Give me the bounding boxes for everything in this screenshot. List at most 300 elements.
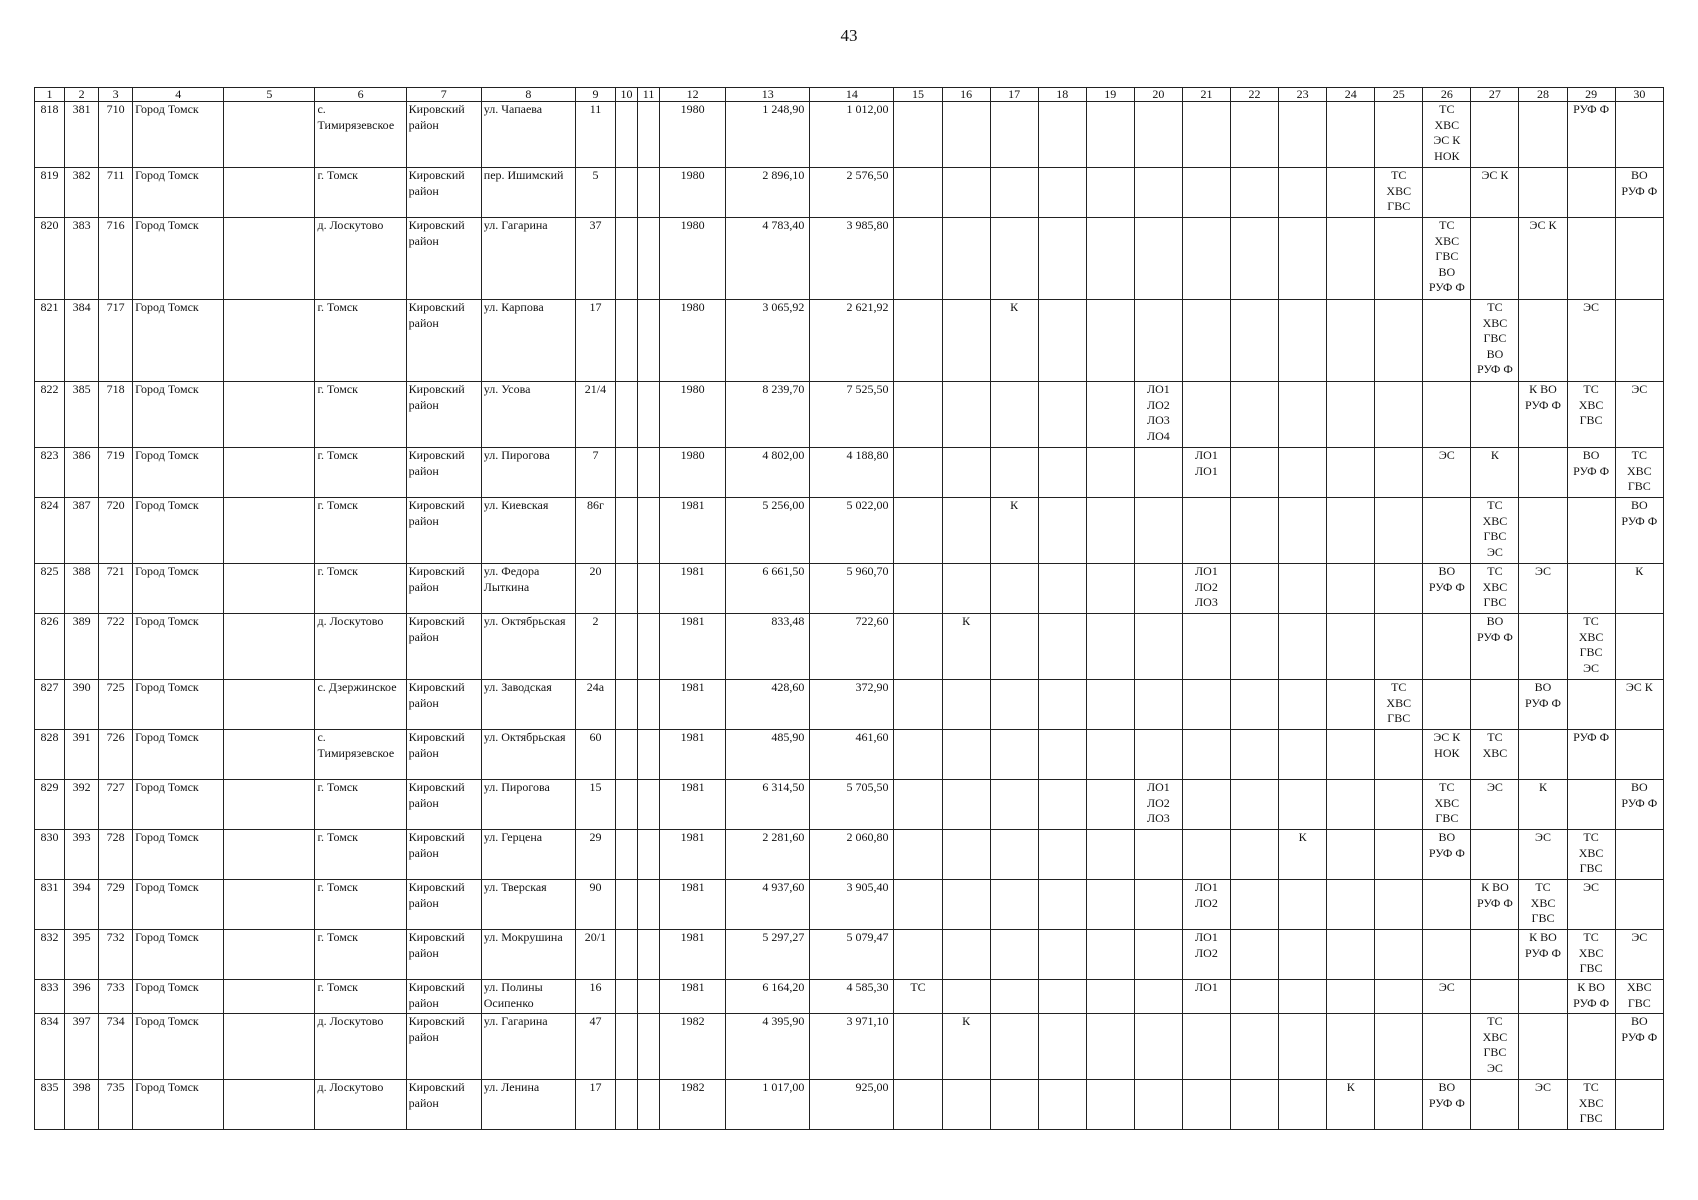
cell-col-28: ВО РУФ Ф bbox=[1519, 680, 1567, 730]
column-header-1: 1 bbox=[35, 88, 65, 102]
cell-col-22 bbox=[1231, 168, 1279, 218]
cell-col-5 bbox=[224, 830, 315, 880]
cell-col-15 bbox=[894, 218, 942, 300]
cell-col-19 bbox=[1086, 564, 1134, 614]
cell-col-26 bbox=[1423, 1014, 1471, 1080]
cell-col-19 bbox=[1086, 780, 1134, 830]
cell-col-10 bbox=[616, 102, 638, 168]
cell-col-21 bbox=[1182, 680, 1230, 730]
cell-col-10 bbox=[616, 218, 638, 300]
cell-col-18 bbox=[1038, 980, 1086, 1014]
cell-col-3: 716 bbox=[99, 218, 133, 300]
cell-col-22 bbox=[1231, 980, 1279, 1014]
cell-col-26: ЭС bbox=[1423, 980, 1471, 1014]
cell-col-27 bbox=[1471, 218, 1519, 300]
cell-col-29 bbox=[1567, 218, 1615, 300]
cell-col-2: 391 bbox=[65, 730, 99, 780]
cell-col-18 bbox=[1038, 448, 1086, 498]
cell-col-10 bbox=[616, 448, 638, 498]
cell-col-24 bbox=[1327, 564, 1375, 614]
cell-col-7: Кировский район bbox=[406, 614, 481, 680]
cell-col-5 bbox=[224, 102, 315, 168]
cell-col-12: 1981 bbox=[660, 614, 726, 680]
cell-col-6: г. Томск bbox=[315, 780, 406, 830]
cell-col-25 bbox=[1375, 382, 1423, 448]
cell-col-4: Город Томск bbox=[133, 880, 224, 930]
cell-col-29: ТС ХВС ГВС bbox=[1567, 930, 1615, 980]
cell-col-14: 925,00 bbox=[810, 1080, 894, 1130]
cell-col-11 bbox=[638, 564, 660, 614]
cell-col-7: Кировский район bbox=[406, 730, 481, 780]
cell-col-14: 461,60 bbox=[810, 730, 894, 780]
cell-col-12: 1981 bbox=[660, 564, 726, 614]
cell-col-18 bbox=[1038, 498, 1086, 564]
cell-col-16 bbox=[942, 300, 990, 382]
cell-col-15 bbox=[894, 780, 942, 830]
table-row bbox=[35, 930, 1664, 980]
cell-col-3: 717 bbox=[99, 300, 133, 382]
cell-col-16 bbox=[942, 980, 990, 1014]
cell-col-1: 822 bbox=[35, 382, 65, 448]
table-row bbox=[35, 1080, 1664, 1130]
cell-col-2: 387 bbox=[65, 498, 99, 564]
cell-col-28: ЭС bbox=[1519, 1080, 1567, 1130]
cell-col-4: Город Томск bbox=[133, 930, 224, 980]
cell-col-17 bbox=[990, 614, 1038, 680]
cell-col-21 bbox=[1182, 830, 1230, 880]
cell-col-7: Кировский район bbox=[406, 1014, 481, 1080]
cell-col-21 bbox=[1182, 1080, 1230, 1130]
cell-col-7: Кировский район bbox=[406, 1080, 481, 1130]
cell-col-1: 826 bbox=[35, 614, 65, 680]
cell-col-30: ХВС ГВС bbox=[1615, 980, 1663, 1014]
cell-col-2: 381 bbox=[65, 102, 99, 168]
table-row bbox=[35, 300, 1664, 382]
cell-col-25 bbox=[1375, 830, 1423, 880]
table-row bbox=[35, 564, 1664, 614]
cell-col-9: 5 bbox=[575, 168, 615, 218]
cell-col-19 bbox=[1086, 498, 1134, 564]
cell-col-4: Город Томск bbox=[133, 980, 224, 1014]
cell-col-17 bbox=[990, 168, 1038, 218]
cell-col-18 bbox=[1038, 382, 1086, 448]
cell-col-30 bbox=[1615, 1080, 1663, 1130]
cell-col-1: 828 bbox=[35, 730, 65, 780]
cell-col-4: Город Томск bbox=[133, 168, 224, 218]
cell-col-1: 831 bbox=[35, 880, 65, 930]
cell-col-27 bbox=[1471, 382, 1519, 448]
cell-col-2: 389 bbox=[65, 614, 99, 680]
cell-col-13: 1 248,90 bbox=[726, 102, 810, 168]
cell-col-26 bbox=[1423, 614, 1471, 680]
cell-col-27: ТС ХВС ГВС ВО РУФ Ф bbox=[1471, 300, 1519, 382]
cell-col-29 bbox=[1567, 168, 1615, 218]
cell-col-12: 1980 bbox=[660, 168, 726, 218]
cell-col-26: ВО РУФ Ф bbox=[1423, 830, 1471, 880]
cell-col-3: 735 bbox=[99, 1080, 133, 1130]
cell-col-2: 398 bbox=[65, 1080, 99, 1130]
cell-col-19 bbox=[1086, 1080, 1134, 1130]
column-header-28: 28 bbox=[1519, 88, 1567, 102]
cell-col-14: 7 525,50 bbox=[810, 382, 894, 448]
cell-col-24 bbox=[1327, 448, 1375, 498]
cell-col-8: ул. Полины Осипенко bbox=[481, 980, 575, 1014]
cell-col-13: 485,90 bbox=[726, 730, 810, 780]
cell-col-9: 86г bbox=[575, 498, 615, 564]
cell-col-22 bbox=[1231, 680, 1279, 730]
cell-col-16 bbox=[942, 382, 990, 448]
cell-col-23 bbox=[1279, 168, 1327, 218]
cell-col-8: ул. Октябрьская bbox=[481, 730, 575, 780]
cell-col-2: 390 bbox=[65, 680, 99, 730]
cell-col-23 bbox=[1279, 930, 1327, 980]
cell-col-20 bbox=[1134, 168, 1182, 218]
cell-col-21 bbox=[1182, 168, 1230, 218]
cell-col-12: 1980 bbox=[660, 448, 726, 498]
cell-col-13: 6 164,20 bbox=[726, 980, 810, 1014]
cell-col-6: д. Лоскутово bbox=[315, 218, 406, 300]
cell-col-16 bbox=[942, 564, 990, 614]
cell-col-11 bbox=[638, 880, 660, 930]
cell-col-28: ЭС bbox=[1519, 830, 1567, 880]
cell-col-20 bbox=[1134, 830, 1182, 880]
cell-col-17 bbox=[990, 564, 1038, 614]
cell-col-11 bbox=[638, 930, 660, 980]
cell-col-19 bbox=[1086, 880, 1134, 930]
cell-col-21 bbox=[1182, 780, 1230, 830]
cell-col-21: ЛО1 ЛО2 bbox=[1182, 930, 1230, 980]
cell-col-25 bbox=[1375, 930, 1423, 980]
table-row bbox=[35, 730, 1664, 780]
cell-col-5 bbox=[224, 980, 315, 1014]
cell-col-7: Кировский район bbox=[406, 830, 481, 880]
cell-col-8: ул. Мокрушина bbox=[481, 930, 575, 980]
cell-col-10 bbox=[616, 564, 638, 614]
cell-col-10 bbox=[616, 830, 638, 880]
cell-col-11 bbox=[638, 1080, 660, 1130]
cell-col-30: ВО РУФ Ф bbox=[1615, 498, 1663, 564]
cell-col-8: ул. Киевская bbox=[481, 498, 575, 564]
cell-col-5 bbox=[224, 448, 315, 498]
cell-col-5 bbox=[224, 498, 315, 564]
cell-col-5 bbox=[224, 218, 315, 300]
cell-col-22 bbox=[1231, 218, 1279, 300]
cell-col-23 bbox=[1279, 1014, 1327, 1080]
cell-col-14: 5 022,00 bbox=[810, 498, 894, 564]
cell-col-9: 20 bbox=[575, 564, 615, 614]
cell-col-20: ЛО1 ЛО2 ЛО3 ЛО4 bbox=[1134, 382, 1182, 448]
cell-col-30: ВО РУФ Ф bbox=[1615, 168, 1663, 218]
cell-col-22 bbox=[1231, 880, 1279, 930]
cell-col-13: 1 017,00 bbox=[726, 1080, 810, 1130]
cell-col-2: 386 bbox=[65, 448, 99, 498]
column-header-18: 18 bbox=[1038, 88, 1086, 102]
cell-col-1: 834 bbox=[35, 1014, 65, 1080]
cell-col-20 bbox=[1134, 448, 1182, 498]
column-header-30: 30 bbox=[1615, 88, 1663, 102]
cell-col-5 bbox=[224, 1014, 315, 1080]
cell-col-19 bbox=[1086, 168, 1134, 218]
cell-col-8: ул. Ленина bbox=[481, 1080, 575, 1130]
cell-col-17 bbox=[990, 830, 1038, 880]
cell-col-25 bbox=[1375, 730, 1423, 780]
cell-col-5 bbox=[224, 168, 315, 218]
cell-col-15 bbox=[894, 730, 942, 780]
cell-col-12: 1981 bbox=[660, 780, 726, 830]
cell-col-4: Город Томск bbox=[133, 730, 224, 780]
cell-col-21 bbox=[1182, 300, 1230, 382]
cell-col-14: 4 585,30 bbox=[810, 980, 894, 1014]
cell-col-17: К bbox=[990, 498, 1038, 564]
cell-col-21 bbox=[1182, 102, 1230, 168]
cell-col-15 bbox=[894, 680, 942, 730]
cell-col-3: 734 bbox=[99, 1014, 133, 1080]
cell-col-23 bbox=[1279, 980, 1327, 1014]
cell-col-4: Город Томск bbox=[133, 564, 224, 614]
cell-col-1: 819 bbox=[35, 168, 65, 218]
table-row bbox=[35, 614, 1664, 680]
cell-col-8: ул. Пирогова bbox=[481, 448, 575, 498]
cell-col-23 bbox=[1279, 780, 1327, 830]
cell-col-12: 1981 bbox=[660, 980, 726, 1014]
cell-col-13: 6 314,50 bbox=[726, 780, 810, 830]
cell-col-8: пер. Ишимский bbox=[481, 168, 575, 218]
cell-col-10 bbox=[616, 614, 638, 680]
cell-col-11 bbox=[638, 680, 660, 730]
cell-col-8: ул. Тверская bbox=[481, 880, 575, 930]
cell-col-24 bbox=[1327, 168, 1375, 218]
cell-col-11 bbox=[638, 102, 660, 168]
cell-col-15: ТС bbox=[894, 980, 942, 1014]
table-row bbox=[35, 780, 1664, 830]
cell-col-27: ТС ХВС ГВС ЭС bbox=[1471, 498, 1519, 564]
column-header-9: 9 bbox=[575, 88, 615, 102]
cell-col-22 bbox=[1231, 448, 1279, 498]
table-row bbox=[35, 880, 1664, 930]
cell-col-15 bbox=[894, 880, 942, 930]
cell-col-23: К bbox=[1279, 830, 1327, 880]
cell-col-3: 718 bbox=[99, 382, 133, 448]
cell-col-6: с. Тимирязевское bbox=[315, 730, 406, 780]
cell-col-13: 6 661,50 bbox=[726, 564, 810, 614]
cell-col-9: 16 bbox=[575, 980, 615, 1014]
cell-col-21 bbox=[1182, 730, 1230, 780]
cell-col-7: Кировский район bbox=[406, 300, 481, 382]
cell-col-11 bbox=[638, 448, 660, 498]
cell-col-5 bbox=[224, 730, 315, 780]
cell-col-16 bbox=[942, 1080, 990, 1130]
cell-col-23 bbox=[1279, 880, 1327, 930]
cell-col-19 bbox=[1086, 1014, 1134, 1080]
cell-col-14: 5 960,70 bbox=[810, 564, 894, 614]
cell-col-3: 725 bbox=[99, 680, 133, 730]
cell-col-15 bbox=[894, 564, 942, 614]
table-row bbox=[35, 1014, 1664, 1080]
cell-col-29 bbox=[1567, 564, 1615, 614]
cell-col-19 bbox=[1086, 930, 1134, 980]
cell-col-29 bbox=[1567, 498, 1615, 564]
cell-col-7: Кировский район bbox=[406, 564, 481, 614]
cell-col-27: К bbox=[1471, 448, 1519, 498]
cell-col-19 bbox=[1086, 614, 1134, 680]
cell-col-22 bbox=[1231, 614, 1279, 680]
cell-col-20 bbox=[1134, 102, 1182, 168]
cell-col-6: г. Томск bbox=[315, 300, 406, 382]
cell-col-16 bbox=[942, 880, 990, 930]
cell-col-1: 820 bbox=[35, 218, 65, 300]
cell-col-16: К bbox=[942, 614, 990, 680]
cell-col-20 bbox=[1134, 498, 1182, 564]
cell-col-3: 721 bbox=[99, 564, 133, 614]
cell-col-25 bbox=[1375, 300, 1423, 382]
cell-col-28 bbox=[1519, 1014, 1567, 1080]
cell-col-22 bbox=[1231, 102, 1279, 168]
column-header-20: 20 bbox=[1134, 88, 1182, 102]
cell-col-28 bbox=[1519, 102, 1567, 168]
cell-col-21: ЛО1 ЛО2 bbox=[1182, 880, 1230, 930]
table-row bbox=[35, 980, 1664, 1014]
cell-col-11 bbox=[638, 218, 660, 300]
cell-col-13: 4 937,60 bbox=[726, 880, 810, 930]
cell-col-23 bbox=[1279, 498, 1327, 564]
cell-col-17 bbox=[990, 1014, 1038, 1080]
cell-col-9: 20/1 bbox=[575, 930, 615, 980]
cell-col-20 bbox=[1134, 980, 1182, 1014]
cell-col-6: д. Лоскутово bbox=[315, 1014, 406, 1080]
cell-col-28: К ВО РУФ Ф bbox=[1519, 382, 1567, 448]
cell-col-24 bbox=[1327, 498, 1375, 564]
table-body bbox=[35, 102, 1664, 1130]
cell-col-26: ВО РУФ Ф bbox=[1423, 1080, 1471, 1130]
cell-col-7: Кировский район bbox=[406, 218, 481, 300]
cell-col-24 bbox=[1327, 980, 1375, 1014]
cell-col-9: 7 bbox=[575, 448, 615, 498]
column-header-16: 16 bbox=[942, 88, 990, 102]
cell-col-5 bbox=[224, 780, 315, 830]
cell-col-25 bbox=[1375, 102, 1423, 168]
cell-col-2: 397 bbox=[65, 1014, 99, 1080]
cell-col-29 bbox=[1567, 680, 1615, 730]
cell-col-10 bbox=[616, 780, 638, 830]
cell-col-26: ЭС К НОК bbox=[1423, 730, 1471, 780]
cell-col-5 bbox=[224, 880, 315, 930]
cell-col-7: Кировский район bbox=[406, 102, 481, 168]
cell-col-5 bbox=[224, 930, 315, 980]
cell-col-30 bbox=[1615, 880, 1663, 930]
cell-col-14: 372,90 bbox=[810, 680, 894, 730]
cell-col-24 bbox=[1327, 102, 1375, 168]
cell-col-14: 5 705,50 bbox=[810, 780, 894, 830]
cell-col-1: 818 bbox=[35, 102, 65, 168]
column-header-3: 3 bbox=[99, 88, 133, 102]
cell-col-21 bbox=[1182, 498, 1230, 564]
cell-col-5 bbox=[224, 564, 315, 614]
cell-col-10 bbox=[616, 168, 638, 218]
cell-col-23 bbox=[1279, 680, 1327, 730]
cell-col-25 bbox=[1375, 880, 1423, 930]
cell-col-6: г. Томск bbox=[315, 168, 406, 218]
cell-col-20: ЛО1 ЛО2 ЛО3 bbox=[1134, 780, 1182, 830]
cell-col-11 bbox=[638, 498, 660, 564]
cell-col-26 bbox=[1423, 880, 1471, 930]
cell-col-13: 2 281,60 bbox=[726, 830, 810, 880]
cell-col-17 bbox=[990, 382, 1038, 448]
cell-col-12: 1981 bbox=[660, 730, 726, 780]
register-table bbox=[34, 87, 1664, 1130]
table-row bbox=[35, 382, 1664, 448]
cell-col-15 bbox=[894, 382, 942, 448]
cell-col-4: Город Томск bbox=[133, 102, 224, 168]
cell-col-18 bbox=[1038, 780, 1086, 830]
cell-col-13: 4 395,90 bbox=[726, 1014, 810, 1080]
cell-col-5 bbox=[224, 614, 315, 680]
cell-col-25 bbox=[1375, 1014, 1423, 1080]
cell-col-12: 1981 bbox=[660, 880, 726, 930]
cell-col-8: ул. Пирогова bbox=[481, 780, 575, 830]
cell-col-28 bbox=[1519, 168, 1567, 218]
cell-col-23 bbox=[1279, 564, 1327, 614]
cell-col-27: ЭС К bbox=[1471, 168, 1519, 218]
cell-col-24 bbox=[1327, 880, 1375, 930]
cell-col-3: 732 bbox=[99, 930, 133, 980]
cell-col-30 bbox=[1615, 830, 1663, 880]
cell-col-22 bbox=[1231, 1014, 1279, 1080]
cell-col-12: 1980 bbox=[660, 102, 726, 168]
cell-col-23 bbox=[1279, 102, 1327, 168]
cell-col-9: 17 bbox=[575, 300, 615, 382]
column-header-24: 24 bbox=[1327, 88, 1375, 102]
cell-col-17 bbox=[990, 680, 1038, 730]
cell-col-13: 4 783,40 bbox=[726, 218, 810, 300]
table-row bbox=[35, 218, 1664, 300]
cell-col-5 bbox=[224, 382, 315, 448]
cell-col-15 bbox=[894, 614, 942, 680]
cell-col-19 bbox=[1086, 382, 1134, 448]
cell-col-3: 720 bbox=[99, 498, 133, 564]
cell-col-17 bbox=[990, 880, 1038, 930]
page-number: 43 bbox=[840, 26, 858, 45]
cell-col-18 bbox=[1038, 880, 1086, 930]
cell-col-20 bbox=[1134, 300, 1182, 382]
cell-col-11 bbox=[638, 780, 660, 830]
cell-col-7: Кировский район bbox=[406, 930, 481, 980]
cell-col-6: с. Дзержинское bbox=[315, 680, 406, 730]
cell-col-2: 396 bbox=[65, 980, 99, 1014]
cell-col-4: Город Томск bbox=[133, 830, 224, 880]
cell-col-28 bbox=[1519, 614, 1567, 680]
cell-col-3: 719 bbox=[99, 448, 133, 498]
cell-col-28: ТС ХВС ГВС bbox=[1519, 880, 1567, 930]
cell-col-12: 1982 bbox=[660, 1014, 726, 1080]
cell-col-13: 5 256,00 bbox=[726, 498, 810, 564]
column-header-13: 13 bbox=[726, 88, 810, 102]
cell-col-9: 2 bbox=[575, 614, 615, 680]
cell-col-2: 394 bbox=[65, 880, 99, 930]
cell-col-12: 1981 bbox=[660, 680, 726, 730]
cell-col-13: 8 239,70 bbox=[726, 382, 810, 448]
cell-col-23 bbox=[1279, 300, 1327, 382]
cell-col-27 bbox=[1471, 980, 1519, 1014]
cell-col-17 bbox=[990, 730, 1038, 780]
cell-col-25 bbox=[1375, 498, 1423, 564]
cell-col-9: 90 bbox=[575, 880, 615, 930]
cell-col-27 bbox=[1471, 830, 1519, 880]
cell-col-15 bbox=[894, 168, 942, 218]
cell-col-12: 1981 bbox=[660, 930, 726, 980]
cell-col-30: ЭС bbox=[1615, 382, 1663, 448]
cell-col-16 bbox=[942, 930, 990, 980]
cell-col-26 bbox=[1423, 382, 1471, 448]
